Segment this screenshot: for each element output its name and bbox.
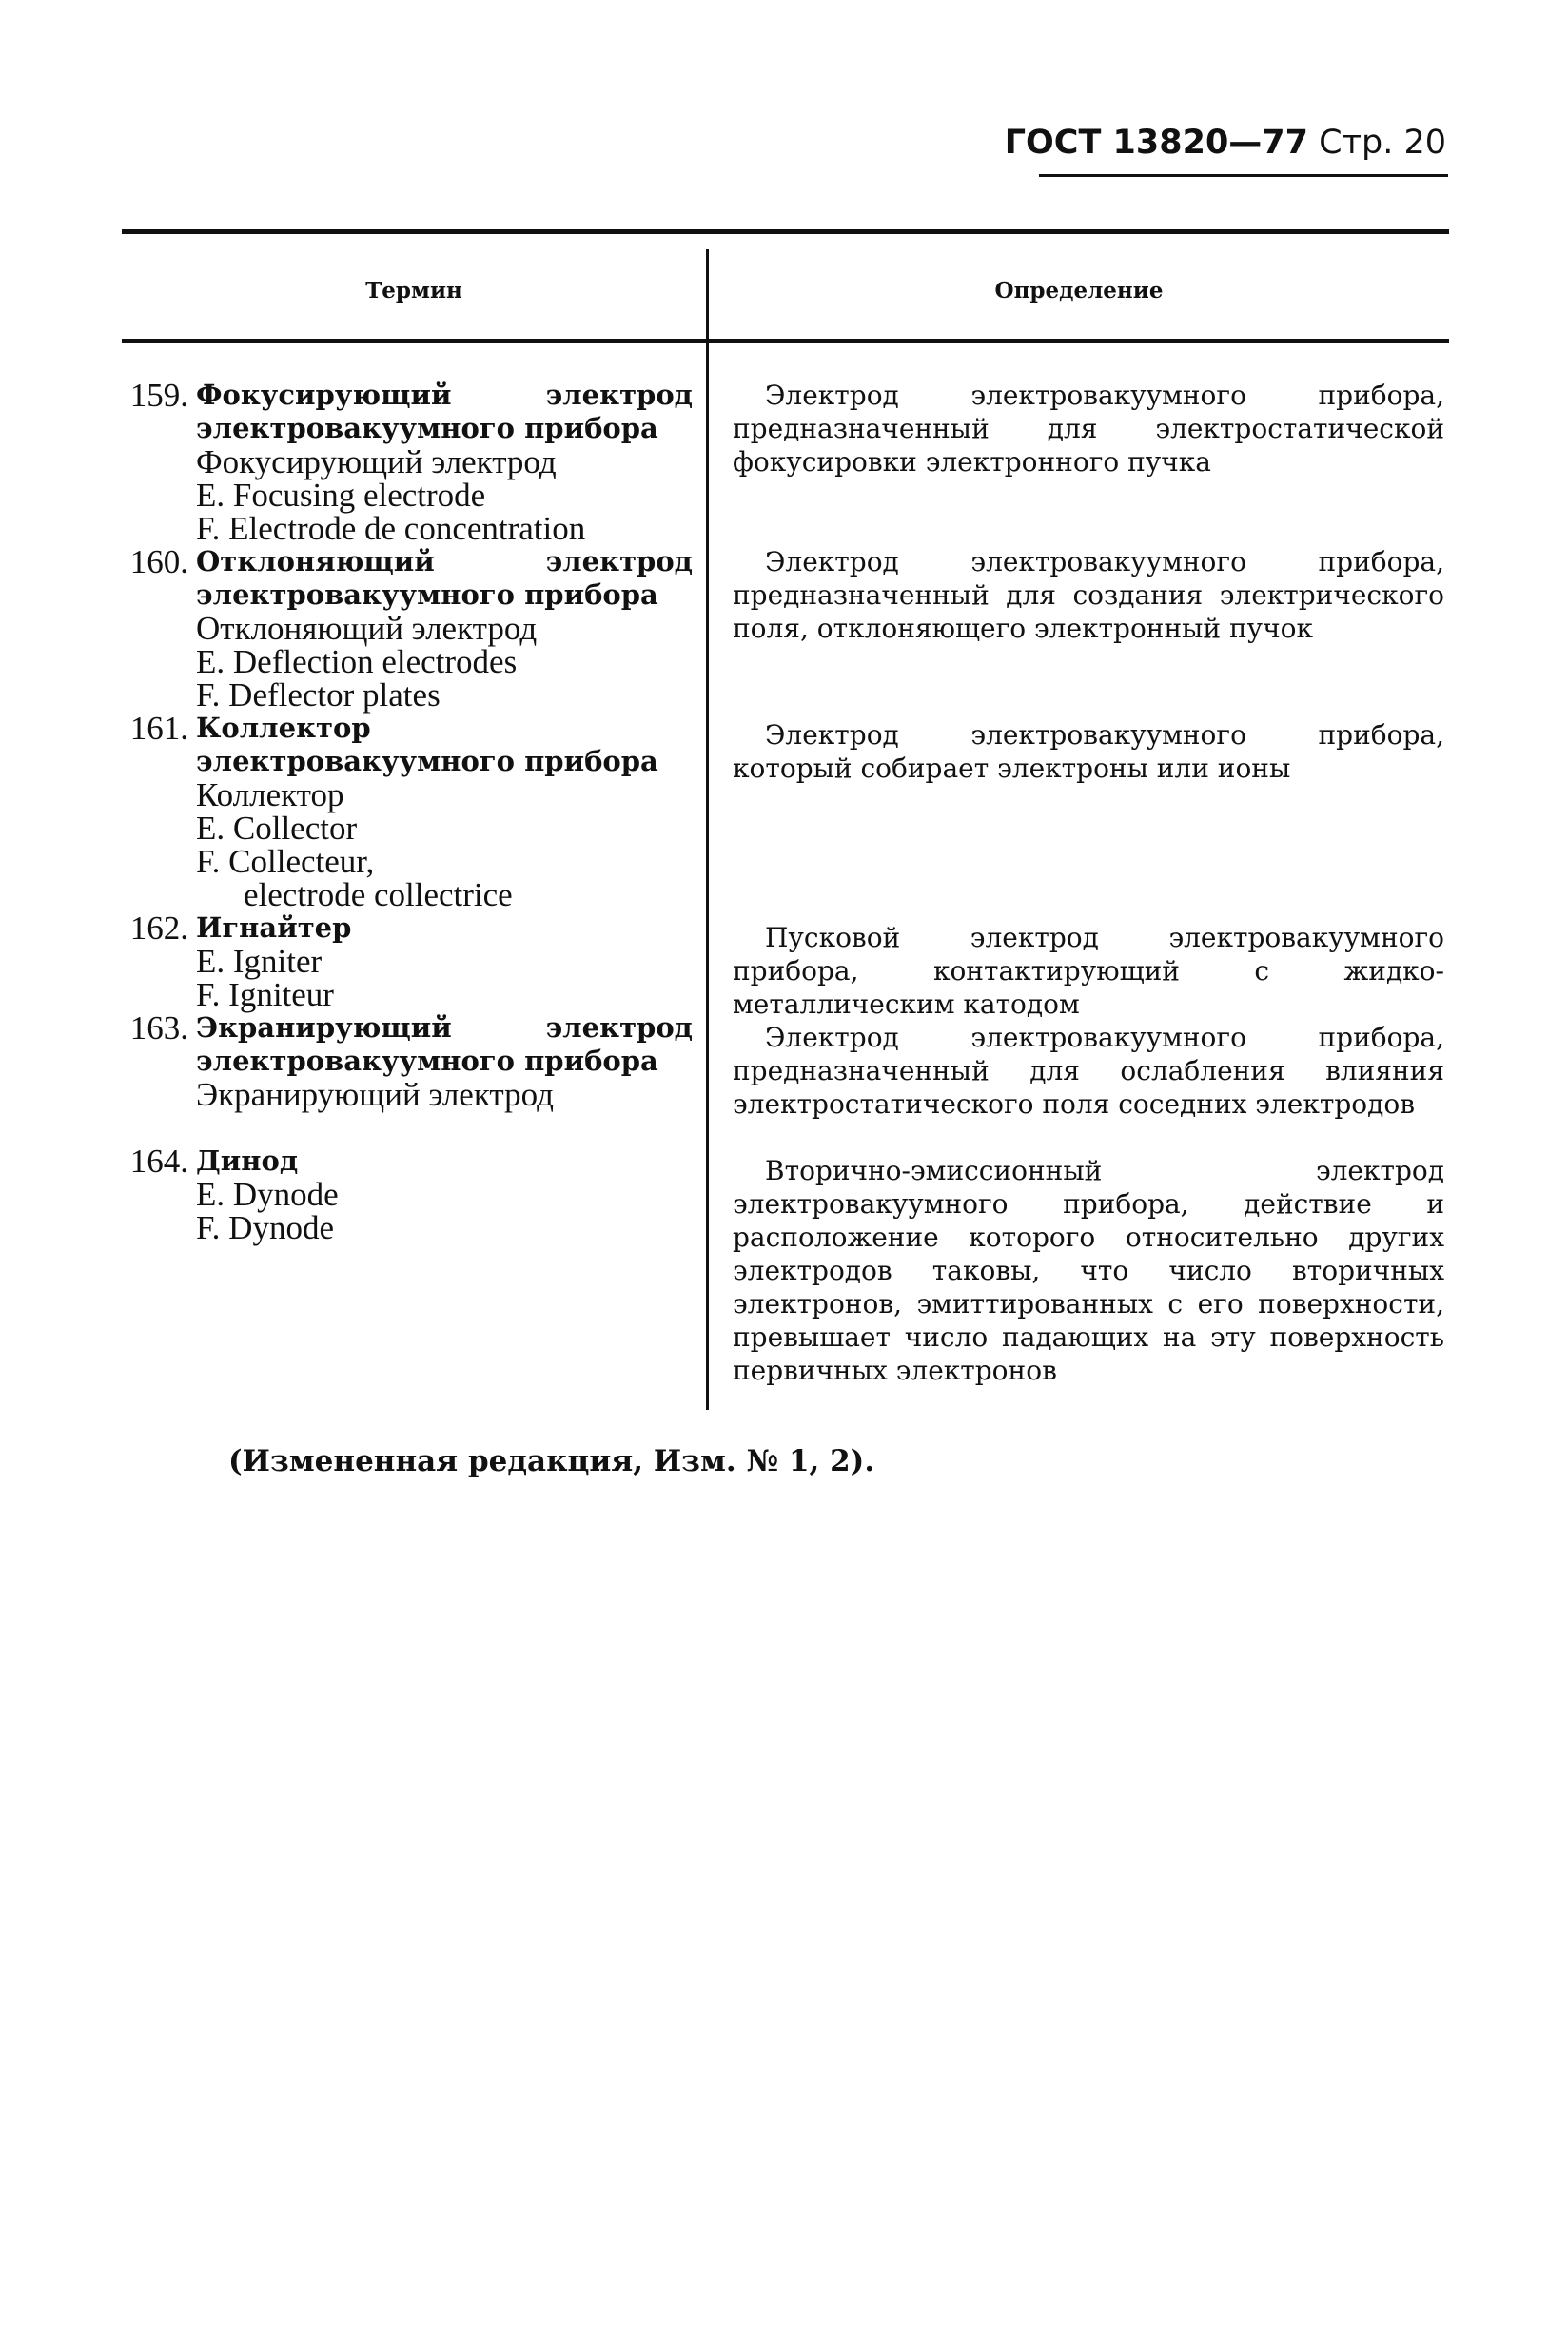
table-header-rule	[122, 339, 1449, 343]
term-entry-163	[112, 1011, 693, 1144]
term-french: F. Dynode	[196, 1209, 334, 1246]
standard-number: ГОСТ 13820—77	[1004, 124, 1309, 162]
term-synonym: Фокусирующий электрод	[196, 443, 557, 480]
term-title: Динод	[196, 1144, 299, 1177]
term-entry-160	[112, 545, 693, 712]
column-header-terms: Термин	[365, 278, 462, 303]
term-entry-159	[112, 379, 693, 545]
entry-number: 162.	[129, 909, 188, 947]
definition-text: Пусковой электрод электровакуумного прибора, контактирующий с жидко-металлическим катодом	[733, 922, 1444, 1020]
term-english: E. Dynode	[196, 1176, 339, 1213]
column-divider	[706, 249, 709, 1410]
definition-text: Электрод электровакуумного прибора, предназначенный для создания электрического поля, отклоняющего электронный пучок	[733, 546, 1444, 644]
definition-text: Электрод электровакуумного прибора, который собирает электроны или ионы	[733, 719, 1444, 784]
blank-line	[196, 1111, 693, 1144]
term-french: F. Collecteur,	[196, 843, 375, 880]
term-french: F. Electrode de concentration	[196, 510, 586, 547]
term-french-continued: electrode collectrice	[244, 876, 513, 913]
term-french: F. Deflector plates	[196, 676, 441, 714]
entry-number: 159.	[129, 377, 188, 414]
term-english: E. Focusing electrode	[196, 477, 486, 514]
definition-text: Электрод электровакуумного прибора, предназначенный для ослабления влияния электростатического поля соседних электродов	[733, 1022, 1444, 1120]
term-synonym: Отклоняющий электрод	[196, 610, 538, 647]
page-number: Стр. 20	[1319, 124, 1446, 162]
page-header	[1005, 124, 1446, 162]
term-french: F. Igniteur	[196, 976, 334, 1013]
term-english: E. Deflection electrodes	[196, 643, 518, 680]
entry-number: 164.	[129, 1143, 188, 1180]
term-title: Игнайтер	[196, 911, 352, 944]
definition-161	[733, 718, 1444, 785]
table-top-rule	[122, 229, 1449, 234]
definition-text: Электрод электровакуумного прибора, предназначенный для электростатической фокусировки электронного пучка	[733, 380, 1444, 478]
term-title: Коллектор электровакуумного прибора	[196, 712, 658, 777]
definition-160	[733, 545, 1444, 645]
definition-164	[733, 1154, 1444, 1387]
definition-162	[733, 921, 1444, 1021]
term-english: E. Collector	[196, 810, 358, 847]
term-english: E. Igniter	[196, 943, 323, 980]
definition-159	[733, 379, 1444, 479]
definition-text: Вторично-эмиссионный электрод электровакуумного прибора, действие и расположение которого относительно других электродов таковы, что число вторичных электронов, эмиттированных с его поверхности, превышает число падающих на эту поверхность первичных электронов	[733, 1155, 1444, 1386]
entry-number: 163.	[129, 1009, 188, 1046]
entry-number: 160.	[129, 543, 188, 580]
term-synonym: Коллектор	[196, 776, 344, 813]
term-entry-164	[112, 1144, 693, 1244]
header-rule	[1039, 174, 1448, 177]
definition-163	[733, 1021, 1444, 1121]
term-entry-161	[112, 712, 693, 911]
entry-number: 161.	[129, 710, 188, 747]
term-title: Экранирующий электрод электровакуумного прибора	[196, 1011, 693, 1077]
term-entry-162	[112, 911, 693, 1011]
column-header-definitions: Определение	[994, 278, 1164, 303]
term-title: Отклоняющий электрод электровакуумного прибора	[196, 545, 693, 611]
term-title: Фокусирующий электрод электровакуумного прибора	[196, 379, 693, 444]
amendment-note: (Измененная редакция, Изм. № 1, 2).	[228, 1444, 875, 1478]
term-synonym: Экранирующий электрод	[196, 1076, 554, 1113]
terms-column	[112, 379, 693, 1244]
